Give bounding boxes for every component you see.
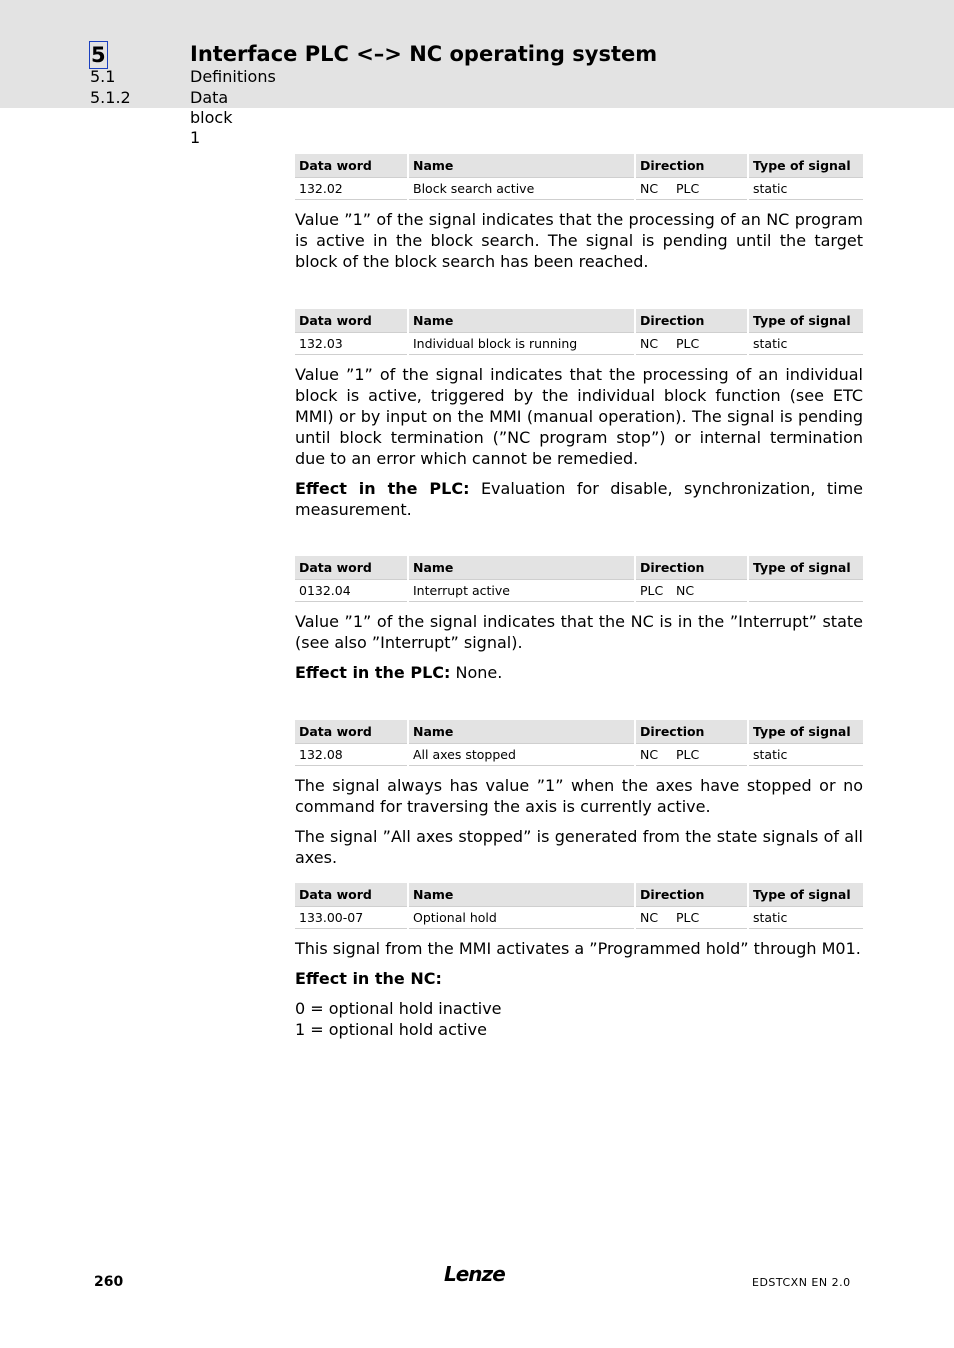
cell-type: static: [748, 744, 863, 766]
signal-block-132-03: [295, 309, 863, 520]
col-header-name: Name: [408, 309, 635, 333]
effect-text: None.: [450, 663, 503, 682]
effect-lead: Effect in the PLC:: [295, 479, 470, 498]
col-header-type: Type of signal: [748, 154, 863, 178]
cell-direction: [635, 907, 748, 929]
cell-type: [748, 580, 863, 602]
document-code: EDSTCXN EN 2.0: [752, 1276, 851, 1289]
description-paragraph: Value ”1” of the signal indicates that the processing of an individual block is active, triggered by the individual block function (see ETC MMI) or by input on the MMI (manual operation). The signal is pending until block termination (”NC program stop”) or internal termination due to an error which cannot be remedied.: [295, 365, 863, 468]
signal-table: [295, 556, 863, 602]
cell-data-word: 132.08: [295, 744, 408, 766]
col-header-data-word: Data word: [295, 309, 408, 333]
col-header-type: Type of signal: [748, 556, 863, 580]
col-header-direction: Direction: [635, 883, 748, 907]
direction-from: NC: [640, 336, 659, 351]
direction-from: NC: [640, 910, 659, 925]
subsection-number: 5.1.2: [90, 88, 131, 107]
col-header-name: Name: [408, 883, 635, 907]
direction-to: NC: [676, 583, 695, 598]
cell-type: static: [748, 333, 863, 355]
table-row: [295, 580, 863, 602]
direction-to: PLC: [676, 910, 700, 925]
signal-block-133-00-07: [295, 883, 863, 1040]
cell-name: Block search active: [408, 178, 635, 200]
col-header-name: Name: [408, 720, 635, 744]
cell-data-word: 0132.04: [295, 580, 408, 602]
col-header-direction: Direction: [635, 556, 748, 580]
list-item: 0 = optional hold inactive: [295, 999, 502, 1018]
description-paragraph: This signal from the MMI activates a ”Programmed hold” through M01.: [295, 939, 861, 958]
direction-from: PLC: [640, 583, 664, 598]
signal-table: [295, 720, 863, 766]
col-header-name: Name: [408, 556, 635, 580]
direction-to: PLC: [676, 181, 700, 196]
cell-type: static: [748, 907, 863, 929]
table-row: [295, 178, 863, 200]
chapter-title: Interface PLC <–> NC operating system: [190, 42, 658, 66]
table-header-row: [295, 154, 863, 178]
signal-table: [295, 309, 863, 355]
signal-block-132-08: [295, 720, 863, 868]
col-header-type: Type of signal: [748, 309, 863, 333]
col-header-name: Name: [408, 154, 635, 178]
description-paragraph: The signal always has value ”1” when the axes have stopped or no command for traversing the axis is currently active.: [295, 776, 863, 816]
direction-to: PLC: [676, 336, 700, 351]
table-header-row: [295, 720, 863, 744]
subsection-label: Data block 1: [190, 88, 233, 147]
signal-block-0132-04: [295, 556, 863, 683]
signal-block-132-02: [295, 154, 863, 272]
table-header-row: [295, 309, 863, 333]
cell-data-word: 133.00-07: [295, 907, 408, 929]
section-number: 5.1: [90, 67, 116, 86]
effect-paragraph: [295, 478, 863, 520]
col-header-data-word: Data word: [295, 720, 408, 744]
effect-paragraph: [295, 662, 863, 683]
list-item: 1 = optional hold active: [295, 1020, 487, 1039]
cell-direction: [635, 744, 748, 766]
effect-lead: Effect in the NC:: [295, 969, 442, 988]
col-header-type: Type of signal: [748, 720, 863, 744]
col-header-direction: Direction: [635, 720, 748, 744]
page-number: 260: [94, 1274, 124, 1290]
table-row: [295, 907, 863, 929]
direction-from: NC: [640, 181, 659, 196]
lenze-logo: Lenze: [444, 1262, 505, 1286]
cell-data-word: 132.03: [295, 333, 408, 355]
cell-name: Individual block is running: [408, 333, 635, 355]
cell-name: All axes stopped: [408, 744, 635, 766]
col-header-data-word: Data word: [295, 556, 408, 580]
description-paragraph: The signal ”All axes stopped” is generated from the state signals of all axes.: [295, 827, 863, 867]
table-header-row: [295, 883, 863, 907]
cell-data-word: 132.02: [295, 178, 408, 200]
cell-name: Optional hold: [408, 907, 635, 929]
description-paragraph: Value ”1” of the signal indicates that the NC is in the ”Interrupt” state (see also ”Interrupt” signal).: [295, 612, 863, 652]
signal-table: [295, 883, 863, 929]
section-label: Definitions: [190, 67, 276, 86]
col-header-direction: Direction: [635, 309, 748, 333]
cell-name: Interrupt active: [408, 580, 635, 602]
effect-paragraph: [295, 968, 863, 989]
cell-type: static: [748, 178, 863, 200]
cell-direction: [635, 178, 748, 200]
cell-direction: [635, 580, 748, 602]
value-list: [295, 998, 863, 1040]
description-paragraph: Value ”1” of the signal indicates that the processing of an NC program is active in the block search. The signal is pending until the target block of the block search has been reached.: [295, 210, 863, 271]
signal-table: [295, 154, 863, 200]
table-row: [295, 333, 863, 355]
chapter-number[interactable]: 5: [91, 43, 106, 67]
col-header-data-word: Data word: [295, 154, 408, 178]
table-row: [295, 744, 863, 766]
col-header-data-word: Data word: [295, 883, 408, 907]
direction-from: NC: [640, 747, 659, 762]
col-header-type: Type of signal: [748, 883, 863, 907]
effect-text: Evaluation for disable, synchronization, time measurement.: [295, 479, 863, 519]
table-header-row: [295, 556, 863, 580]
cell-direction: [635, 333, 748, 355]
direction-to: PLC: [676, 747, 700, 762]
col-header-direction: Direction: [635, 154, 748, 178]
effect-lead: Effect in the PLC:: [295, 663, 451, 682]
